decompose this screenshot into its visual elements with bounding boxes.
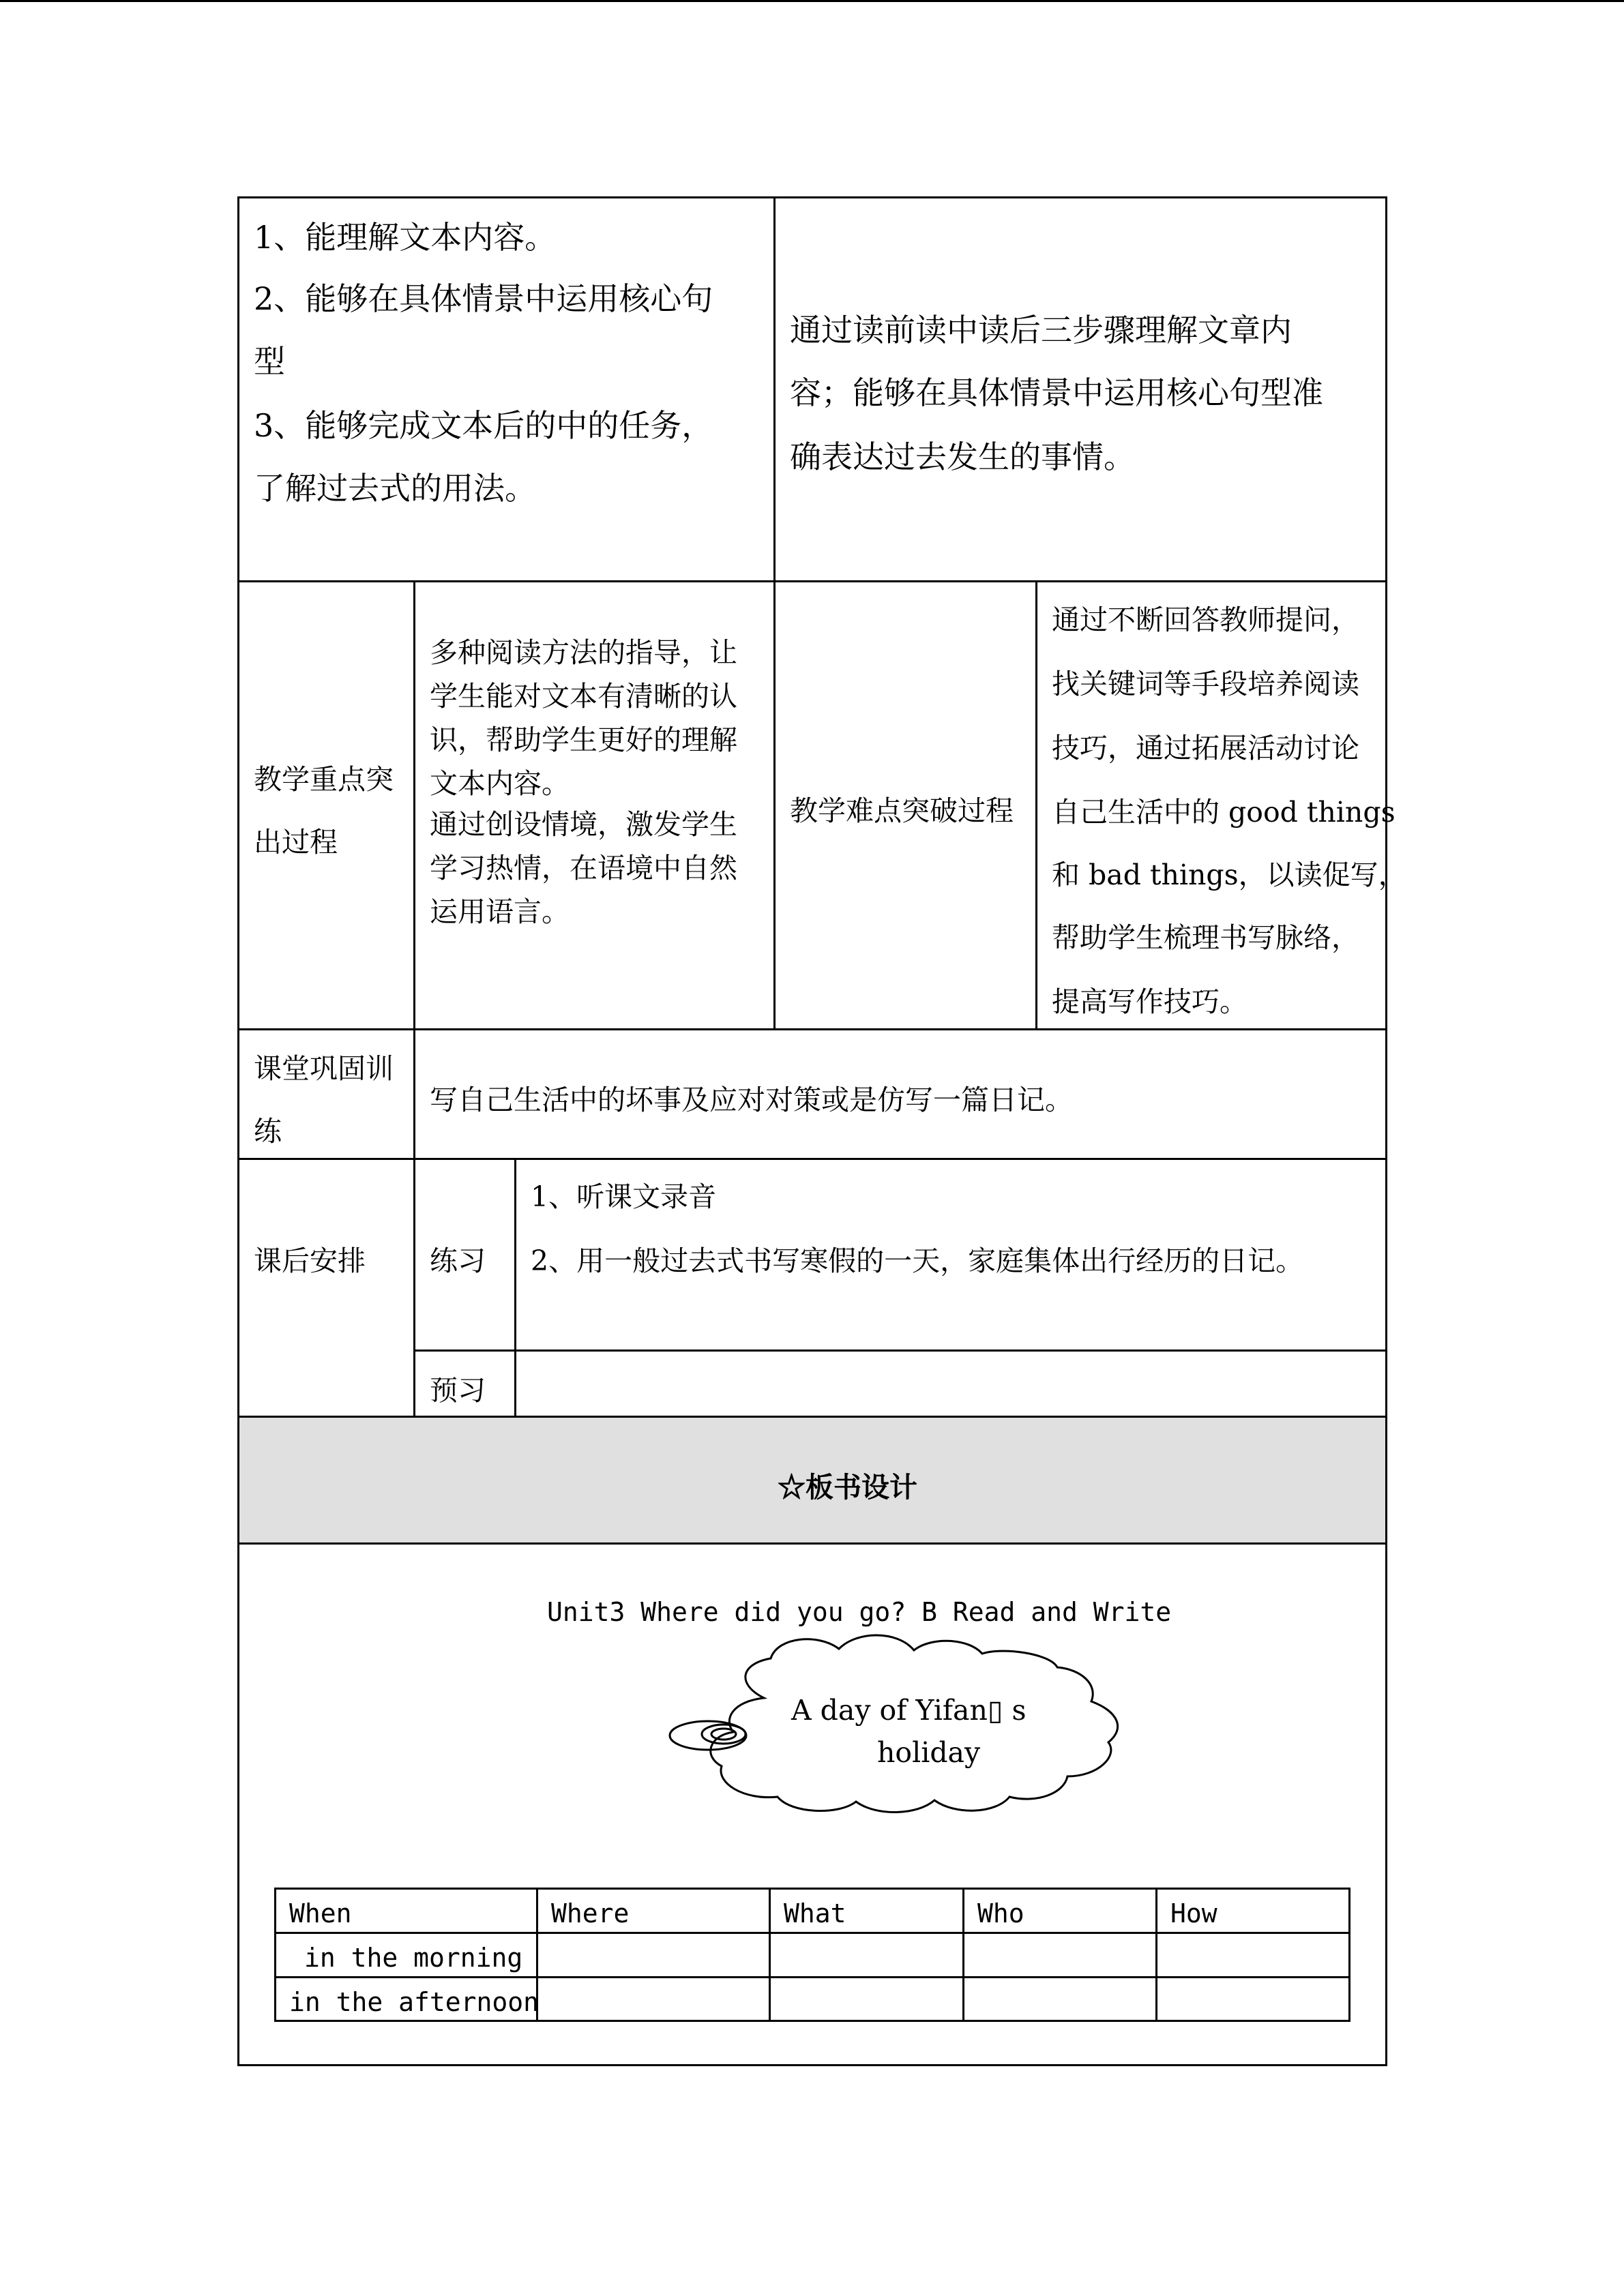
board-table-cell: in the afternoon xyxy=(289,1987,540,2017)
board-header: ☆板书设计 xyxy=(778,1471,917,1504)
difficulties-line: 通过不断回答教师提问， xyxy=(1052,603,1359,636)
practice-label: 课堂巩固训 xyxy=(254,1052,394,1085)
board-table-header: When xyxy=(289,1898,352,1928)
objective-line: 2、能够在具体情景中运用核心句 xyxy=(254,280,713,317)
board-table-header: What xyxy=(784,1898,846,1928)
key-points-line: 运用语言。 xyxy=(430,895,570,928)
difficulties-line: 技巧，通过拓展活动讨论 xyxy=(1052,732,1359,764)
objective-line: 3、能够完成文本后的中的任务， xyxy=(254,407,713,444)
difficulties-label: 教学难点突破过程 xyxy=(790,794,1014,827)
difficulties-line: 和 bad things，以读促写， xyxy=(1052,859,1406,891)
key-points-line: 学生能对文本有清晰的认 xyxy=(430,680,737,713)
key-points-line: 通过创设情境，激发学生 xyxy=(430,808,737,841)
page-top-rule xyxy=(0,0,1624,2)
difficulties-line: 提高写作技巧。 xyxy=(1052,985,1247,1018)
objective-summary-line: 确表达过去发生的事情。 xyxy=(790,438,1135,475)
key-points-line: 学习热情，在语境中自然 xyxy=(430,852,737,884)
cloud-text: A day of Yifan▯ s xyxy=(791,1694,1027,1727)
board-table-header: Who xyxy=(977,1898,1024,1928)
difficulties-line: 自己生活中的 good things xyxy=(1052,796,1396,829)
key-points-label: 教学重点突 xyxy=(254,763,394,796)
objective-summary-line: 通过读前读中读后三步骤理解文章内 xyxy=(790,312,1292,348)
exercise-label: 练习 xyxy=(430,1244,486,1277)
practice-label: 练 xyxy=(254,1115,282,1148)
practice-text: 写自己生活中的坏事及应对对策或是仿写一篇日记。 xyxy=(430,1084,1073,1116)
objective-line: 型 xyxy=(254,343,285,380)
board-table-header: How xyxy=(1170,1898,1217,1928)
exercise-item: 2、用一般过去式书写寒假的一天，家庭集体出行经历的日记。 xyxy=(531,1244,1304,1277)
board-title: Unit3 Where did you go? B Read and Write xyxy=(547,1597,1172,1627)
exercise-item: 1、听课文录音 xyxy=(531,1180,717,1213)
objective-line: 了解过去式的用法。 xyxy=(254,470,536,507)
board-table-cell: in the morning xyxy=(304,1943,523,1973)
preview-label: 预习 xyxy=(430,1374,486,1407)
key-points-label: 出过程 xyxy=(254,826,338,859)
difficulties-line: 找关键词等手段培养阅读 xyxy=(1052,668,1359,700)
key-points-line: 多种阅读方法的指导，让 xyxy=(430,636,737,669)
difficulties-line: 帮助学生梳理书写脉络， xyxy=(1052,921,1359,954)
board-table-header: Where xyxy=(551,1898,630,1928)
key-points-line: 识，帮助学生更好的理解 xyxy=(430,724,737,756)
after-class-label: 课后安排 xyxy=(254,1244,366,1277)
key-points-line: 文本内容。 xyxy=(430,767,570,800)
objective-line: 1、能理解文本内容。 xyxy=(254,219,557,256)
objective-summary-line: 容；能够在具体情景中运用核心句型准 xyxy=(790,374,1323,411)
cloud-text: holiday xyxy=(877,1736,981,1769)
